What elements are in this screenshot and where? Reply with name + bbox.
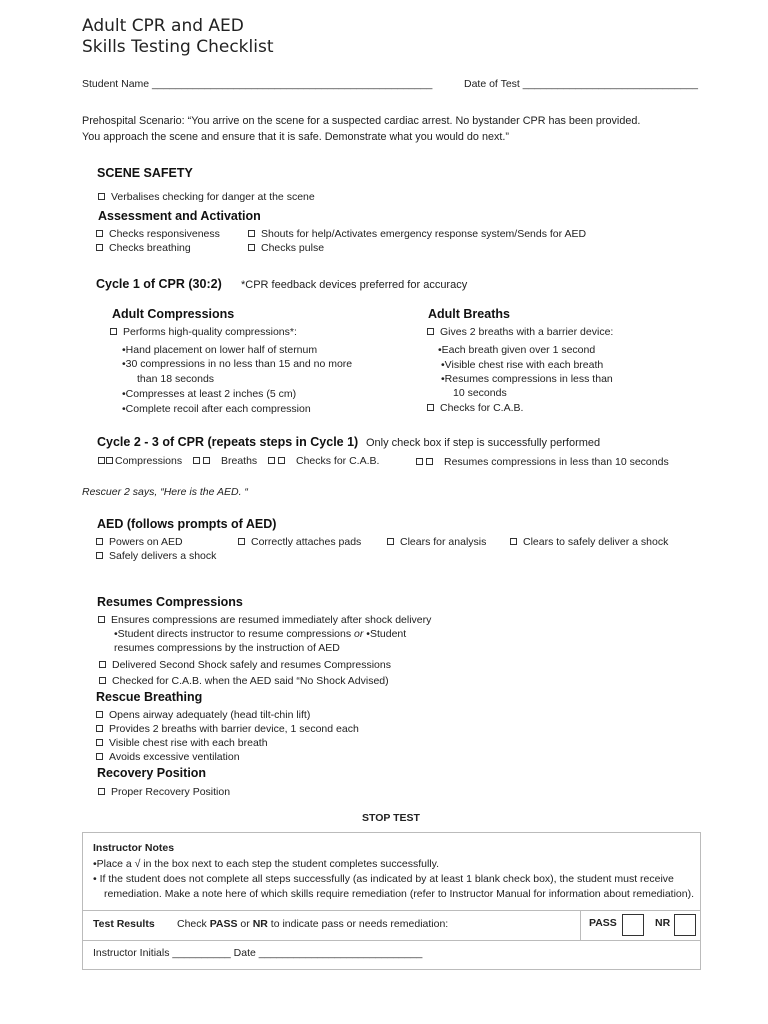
assessment-item-pulse — [248, 242, 324, 254]
checkbox-label: Visible chest rise with each breath — [109, 737, 268, 749]
checkbox[interactable] — [427, 328, 434, 335]
cycle23-heading: Cycle 2 - 3 of CPR (repeats steps in Cycle 1) — [97, 435, 359, 449]
checkbox[interactable] — [248, 244, 255, 251]
checkbox-label: Correctly attaches pads — [251, 536, 362, 548]
breaths-bullet: •Resumes compressions in less than — [441, 373, 613, 385]
resumes-sub-1 — [114, 628, 406, 640]
recovery-heading: Recovery Position — [97, 766, 207, 780]
checkbox[interactable] — [96, 244, 103, 251]
recovery-item — [98, 786, 230, 798]
checkbox[interactable] — [96, 739, 103, 746]
pass-label: PASS — [589, 917, 617, 929]
scene-safety-heading: SCENE SAFETY — [97, 166, 193, 180]
page-title-line-1: Adult CPR and AED — [82, 16, 244, 36]
checkbox-label: Verbalises checking for danger at the scene — [111, 191, 315, 203]
compressions-bullet: •Complete recoil after each compression — [122, 403, 311, 415]
checkbox-label: Delivered Second Shock safely and resumes Compressions — [112, 659, 391, 671]
compressions-bullet: than 18 seconds — [137, 373, 215, 385]
cab-item — [427, 402, 523, 414]
checkbox[interactable] — [99, 661, 106, 668]
cycle23-resumes — [416, 456, 669, 468]
checkbox-label: Checks responsiveness — [109, 228, 220, 240]
instructor-notes-heading: Instructor Notes — [93, 842, 175, 854]
aed-heading: AED (follows prompts of AED) — [97, 517, 277, 531]
checkbox[interactable] — [99, 677, 106, 684]
assessment-heading: Assessment and Activation — [98, 209, 261, 223]
checkbox[interactable] — [96, 753, 103, 760]
resumes-sub-or: or — [354, 628, 364, 640]
scene-safety-item — [98, 191, 315, 203]
checkbox-label: Powers on AED — [109, 536, 183, 548]
checkbox-label: Gives 2 breaths with a barrier device: — [440, 326, 614, 338]
nr-checkbox[interactable] — [674, 914, 696, 936]
aed-item-clears-analysis — [387, 536, 486, 548]
checkbox-label: Checks pulse — [261, 242, 325, 254]
resumes-item-3 — [99, 675, 389, 687]
test-results-text: or — [237, 918, 253, 930]
test-results-text: Check — [177, 918, 210, 930]
checkbox-label: Checks for C.A.B. — [440, 402, 524, 414]
instructor-notes-line-2: • If the student does not complete all steps successfully (as indicated by at least 1 blank check box), the student must receive — [93, 873, 674, 885]
resumes-heading: Resumes Compressions — [97, 595, 243, 609]
checkbox[interactable] — [96, 725, 103, 732]
resumes-sub-text: •Student directs instructor to resume compressions — [114, 628, 355, 640]
rescue-item-2 — [96, 723, 359, 735]
rescue-item-4 — [96, 751, 240, 763]
breaths-bullet: •Each breath given over 1 second — [438, 344, 596, 356]
checkbox[interactable] — [110, 328, 117, 335]
instructor-notes-line-3: remediation. Make a note here of which skills require remediation (refer to Instructor Manual for information about remediation). — [104, 888, 695, 900]
cycle23-compressions — [98, 455, 182, 467]
checkbox[interactable] — [426, 458, 433, 465]
checkbox[interactable] — [98, 457, 105, 464]
instructor-box — [82, 832, 701, 970]
checkbox[interactable] — [203, 457, 210, 464]
checkbox-label: Ensures compressions are resumed immediately after shock delivery — [111, 614, 432, 626]
test-results-text: to indicate pass or needs remediation: — [267, 918, 449, 930]
checkbox[interactable] — [106, 457, 113, 464]
scenario-line-2: You approach the scene and ensure that it is safe. Demonstrate what you would do next.” — [82, 131, 509, 143]
checkbox[interactable] — [98, 616, 105, 623]
checkbox-label: Provides 2 breaths with barrier device, 1 second each — [109, 723, 359, 735]
rescuer2-note: Rescuer 2 says, “Here is the AED. “ — [82, 486, 248, 498]
checkbox-label: Checks for C.A.B. — [296, 455, 380, 467]
breaths-bullet: •Visible chest rise with each breath — [441, 359, 604, 371]
compressions-item — [110, 326, 297, 338]
pass-checkbox[interactable] — [622, 914, 644, 936]
checkbox[interactable] — [268, 457, 275, 464]
cycle23-cab — [268, 455, 379, 467]
compressions-bullet: •Hand placement on lower half of sternum — [122, 344, 318, 356]
checkbox[interactable] — [238, 538, 245, 545]
checkbox-label: Resumes compressions in less than 10 seconds — [444, 456, 669, 468]
checkbox[interactable] — [96, 230, 103, 237]
page-title-line-2: Skills Testing Checklist — [82, 37, 274, 57]
adult-compressions-heading: Adult Compressions — [112, 307, 235, 321]
assessment-item-breathing — [96, 242, 191, 254]
checkbox[interactable] — [98, 193, 105, 200]
cycle1-heading: Cycle 1 of CPR (30:2) — [96, 277, 222, 291]
checkbox-label: Proper Recovery Position — [111, 786, 231, 798]
checkbox-label: Clears to safely deliver a shock — [523, 536, 669, 548]
nr-label: NR — [655, 917, 671, 929]
checkbox[interactable] — [510, 538, 517, 545]
test-results-instructions — [177, 918, 448, 930]
instructor-notes-line-1: •Place a √ in the box next to each step the student completes successfully. — [93, 858, 440, 870]
checkbox-label: Checks breathing — [109, 242, 191, 254]
scenario-line-1: Prehospital Scenario: “You arrive on the scene for a suspected cardiac arrest. No bystander CPR has been provided. — [82, 115, 641, 127]
aed-item-clears-shock — [510, 536, 668, 548]
resumes-sub-text: •Student — [363, 628, 407, 640]
test-results-pass-word: PASS — [209, 918, 238, 930]
adult-breaths-heading: Adult Breaths — [428, 307, 510, 321]
rescue-breathing-heading: Rescue Breathing — [96, 690, 203, 704]
stop-test-label: STOP TEST — [362, 812, 420, 824]
checkbox-label: Compressions — [115, 455, 183, 467]
compressions-bullet: •Compresses at least 2 inches (5 cm) — [122, 388, 297, 400]
cycle23-breaths — [193, 455, 257, 467]
assessment-item-shouts — [248, 228, 586, 240]
rescue-item-1 — [96, 709, 310, 721]
checkbox[interactable] — [193, 457, 200, 464]
breaths-item — [427, 326, 613, 338]
checkbox-label: Avoids excessive ventilation — [109, 751, 240, 763]
checkbox[interactable] — [248, 230, 255, 237]
checkbox[interactable] — [278, 457, 285, 464]
rescue-item-3 — [96, 737, 268, 749]
test-results-nr-word: NR — [252, 918, 268, 930]
checkbox-label: Clears for analysis — [400, 536, 487, 548]
checkbox-label: Checked for C.A.B. when the AED said “No Shock Advised) — [112, 675, 389, 687]
checkbox-label: Shouts for help/Activates emergency response system/Sends for AED — [261, 228, 587, 240]
cycle23-note: Only check box if step is successfully performed — [366, 437, 601, 449]
instructor-initials-date-field[interactable]: Instructor Initials __________ Date ____________________________ — [93, 947, 423, 959]
compressions-bullet: •30 compressions in no less than 15 and no more — [122, 358, 353, 370]
date-of-test-field[interactable]: Date of Test ______________________________ — [464, 78, 698, 90]
breaths-bullet: 10 seconds — [453, 387, 507, 399]
checkbox-label: Opens airway adequately (head tilt-chin lift) — [109, 709, 311, 721]
checkbox-label: Safely delivers a shock — [109, 550, 217, 562]
aed-item-delivers-shock — [96, 550, 216, 562]
resumes-item-1 — [98, 614, 431, 626]
checkbox[interactable] — [416, 458, 423, 465]
checkbox-label: Performs high-quality compressions*: — [123, 326, 297, 338]
checkbox[interactable] — [427, 404, 434, 411]
checkbox-label: Breaths — [221, 455, 258, 467]
resumes-item-2 — [99, 659, 391, 671]
aed-item-attaches-pads — [238, 536, 361, 548]
checkbox[interactable] — [96, 711, 103, 718]
checkbox[interactable] — [387, 538, 394, 545]
checkbox[interactable] — [96, 552, 103, 559]
cycle1-note: *CPR feedback devices preferred for accuracy — [241, 279, 468, 291]
resumes-sub-2: resumes compressions by the instruction of AED — [114, 642, 340, 654]
assessment-item-responsiveness — [96, 228, 220, 240]
aed-item-powers-on — [96, 536, 183, 548]
checkbox[interactable] — [98, 788, 105, 795]
student-name-field[interactable]: Student Name ________________________________________________ — [82, 78, 433, 90]
checkbox[interactable] — [96, 538, 103, 545]
test-results-label: Test Results — [93, 918, 155, 930]
